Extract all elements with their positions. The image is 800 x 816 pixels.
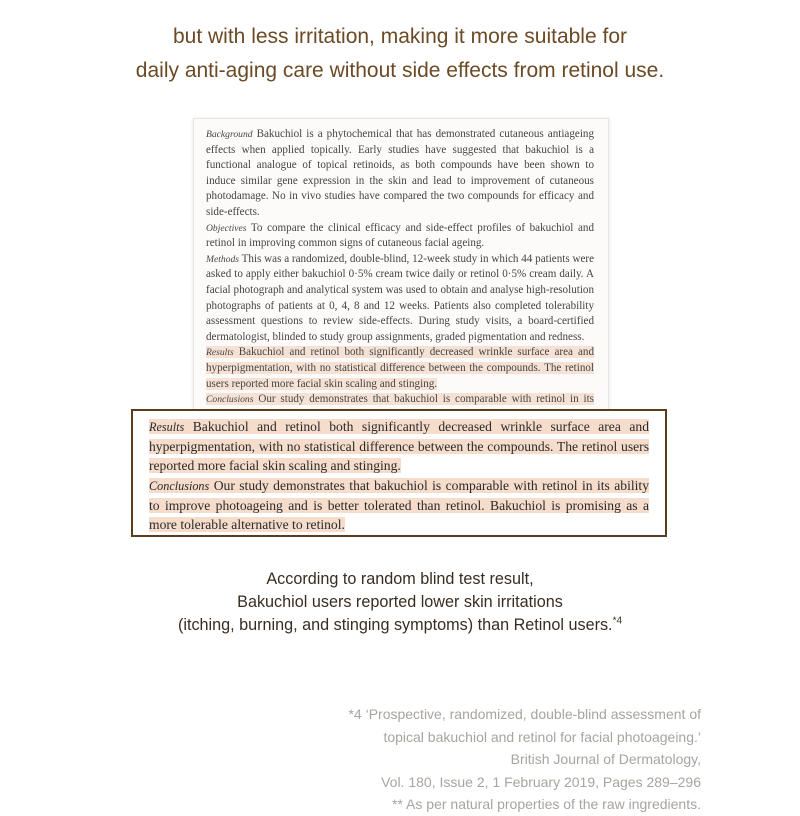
footnote-marker: *4 — [612, 615, 623, 627]
zoom-results — [149, 417, 649, 476]
intro-line-2: but with less irritation, making it more suitable for — [172, 25, 627, 48]
paper-abstract — [206, 127, 594, 416]
zoomed-highlight-box — [131, 409, 667, 537]
background-label: Background — [206, 129, 253, 140]
references — [181, 703, 701, 816]
zoomed-text — [149, 417, 649, 534]
zoom-conclusions — [149, 476, 649, 535]
abstract-results — [206, 345, 594, 392]
abstract-objectives — [206, 221, 594, 252]
objectives-text: To compare the clinical efficacy and side-effect profiles of bakuchiol and retinol in improving common signs of cutaneous facial ageing. — [206, 221, 595, 250]
summary-line-2: Bakuchiol users reported lower skin irritations — [237, 593, 563, 611]
zoom-results-text: Bakuchiol and retinol both significantly decreased wrinkle surface area and hyperpigmentation, with no statistical difference between the compounds. The retinol users reported more facial skin scaling and stinging. — [149, 419, 649, 474]
objectives-label: Objectives — [206, 222, 247, 234]
zoom-results-label: Results — [149, 420, 185, 434]
background-text: Bakuchiol is a phytochemical that has demonstrated cutaneous antiageing effects when applied topically. Early studies have suggested that bakuchiol is a functional analogue of topical retinoids, as both compounds have been shown to induce similar gene expression in the skin and lead to improvement of cutaneous photodamage. No in vivo studies have compared the two compounds for efficacy and side-effects. — [206, 128, 594, 218]
conclusions-label: Conclusions — [206, 394, 254, 406]
zoom-conclusions-text: Our study demonstrates that bakuchiol is comparable with retinol in its ability to improve photoageing and is better tolerated than retinol. Bakuchiol is promising as a more tolerable alternative to retinol. — [149, 477, 650, 533]
results-text: Bakuchiol and retinol both significantly decreased wrinkle surface area and hyperpigmentation, with no statistical difference between the compounds. The retinol users reported more facial skin scaling and stinging. — [206, 346, 594, 390]
reference-line-1: *4 ‘Prospective, randomized, double-blind assessment of — [348, 706, 701, 722]
results-label: Results — [206, 347, 234, 359]
methods-text: This was a randomized, double-blind, 12-week study in which 44 patients were asked to apply either bakuchiol 0·5% cream twice daily or retinol 0·5% cream daily. A facial photograph and analytical system was used to obtain and analyse high-resolution photographs of patients at 0, 4, 8 and 12 weeks. Patients also completed tolerability assessment questions to review side-effects. During study visits, a board-certified dermatologist, blinded to study group assignments, graded pigmentation and redness. — [206, 252, 594, 343]
intro-line-1 — [0, 0, 800, 20]
reference-line-2: topical bakuchiol and retinol for facial photoageing.’ — [383, 728, 701, 745]
reference-line-3: British Journal of Dermatology, — [510, 751, 701, 767]
summary-text — [0, 568, 800, 637]
summary-line-1: According to random blind test result, — [266, 570, 534, 588]
intro-line-3: daily anti-aging care without side effects from retinol use. — [135, 59, 665, 82]
methods-label: Methods — [206, 253, 240, 265]
summary-line-3 — [0, 614, 800, 637]
paper-abstract-image — [193, 118, 609, 416]
conclusions-text: Our study demonstrates that bakuchiol is comparable with retinol in its — [258, 393, 594, 406]
reference-line-4: Vol. 180, Issue 2, 1 February 2019, Pages 289–296 — [381, 773, 701, 790]
abstract-background — [206, 127, 594, 221]
intro-text — [0, 0, 800, 88]
reference-line-5: ** As per natural properties of the raw ingredients. — [392, 796, 701, 812]
abstract-methods — [206, 252, 594, 346]
zoom-conclusions-label: Conclusions — [149, 478, 210, 493]
summary-line-3-text: (itching, burning, and stinging symptoms) than Retinol users. — [177, 616, 613, 634]
